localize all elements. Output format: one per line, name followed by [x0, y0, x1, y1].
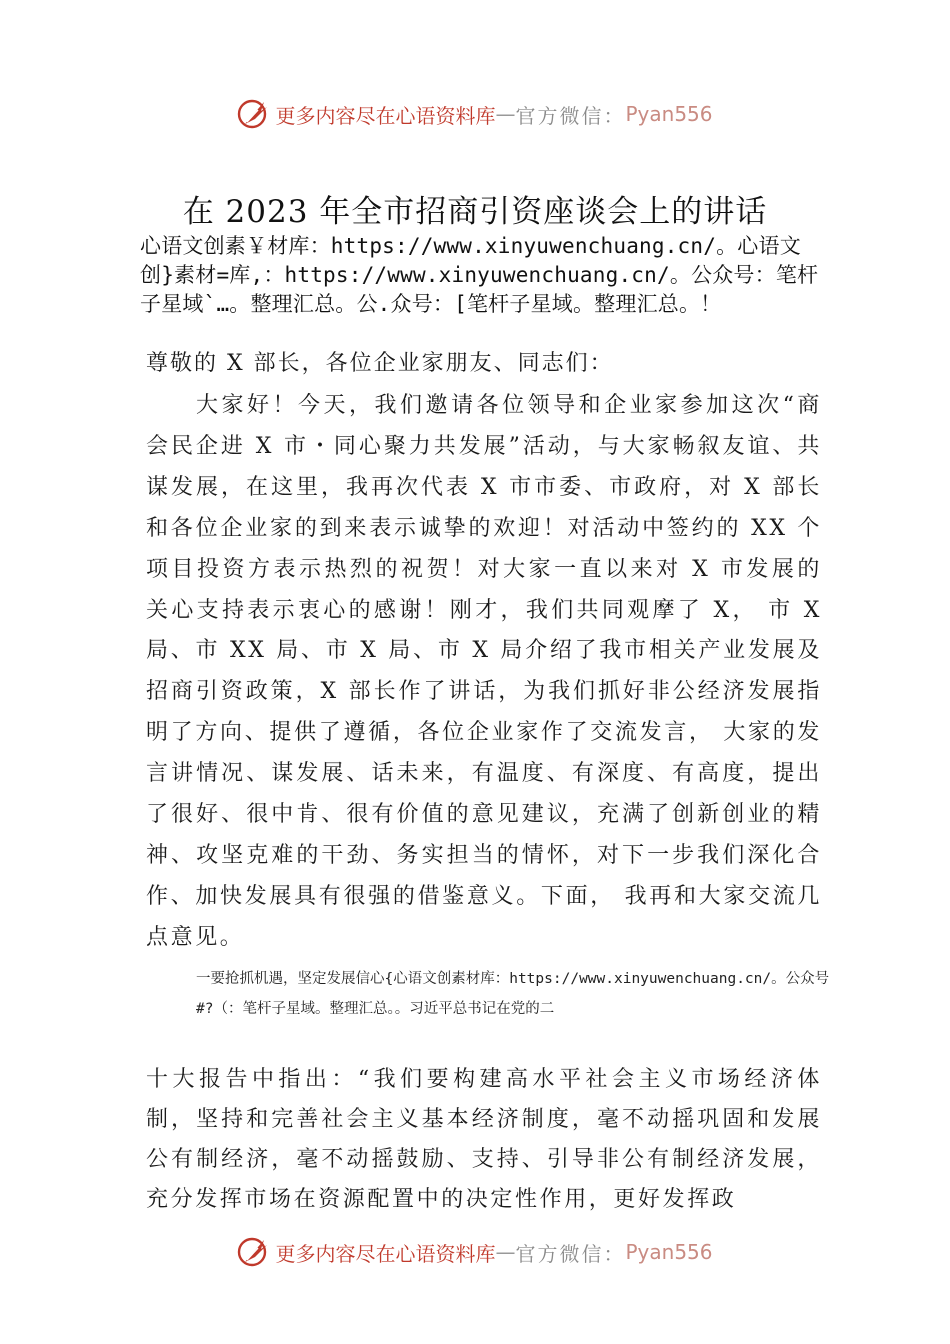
section-heading-paragraph: 一要抢抓机遇，坚定发展信心{心语文创素材库：https://www.xinyuwenchuang.cn/。公众号#?（：笔杆子星域。整理汇总。。习近平总书记在党的二	[196, 971, 830, 1017]
banner-main-text: 更多内容尽在心语资料库	[275, 103, 496, 128]
document-title: 在 2023 年全市招商引资座谈会上的讲话	[182, 194, 768, 230]
quill-logo-icon	[237, 97, 271, 131]
banner-wechat-handle: Pyan556	[625, 1240, 713, 1264]
banner-dash: —	[495, 102, 516, 126]
footer-banner	[0, 1232, 950, 1272]
banner-wechat-handle: Pyan556	[625, 102, 713, 126]
header-banner	[0, 94, 950, 134]
banner-wechat-label: 官方微信：	[515, 103, 626, 128]
banner-wechat-label: 官方微信：	[515, 1241, 626, 1266]
quill-logo-icon	[237, 1235, 271, 1269]
greeting-line: 尊敬的 X 部长，各位企业家朋友、同志们：	[146, 351, 614, 376]
banner-dash: —	[495, 1240, 516, 1264]
source-watermark-text: 心语文创素￥材库：https://www.xinyuwenchuang.cn/。心语文创}素材=库,：https://www.xinyuwenchuang.cn/。公众号：笔杆子星域`…。整理汇总。公.众号：[笔杆子星域。整理汇总。！	[140, 234, 819, 316]
body-paragraph-1: 大家好！今天，我们邀请各位领导和企业家参加这次“商会民企进 X 市・同心聚力共发展”活动，与大家畅叙友谊、共谋发展，在这里，我再次代表 X 市市委、市政府，对 X 部长和各位企业家的到来表示诚挚的欢迎！对活动中签约的 XX 个项目投资方表示热烈的祝贺！对大家一直以来对 X 市发展的关心支持表示衷心的感谢！刚才，我们共同观摩了 X， 市 X 局、市 XX 局、市 X 局、市 X 局介绍了我市相关产业发展及招商引资政策，X 部长作了讲话，为我们抓好非公经济发展指明了方向、提供了遵循，各位企业家作了交流发言， 大家的发言讲情况、谋发展、话未来，有温度、有深度、有高度，提出了很好、很中肯、很有价值的意见建议，充满了创新创业的精神、攻坚克难的干劲、务实担当的情怀，对下一步我们深化合作、加快发展具有很强的借鉴意义。下面， 我再和大家交流几点意见。	[146, 393, 822, 950]
body-paragraph-2: 十大报告中指出：“我们要构建高水平社会主义市场经济体制，坚持和完善社会主义基本经济制度，毫不动摇巩固和发展公有制经济，毫不动摇鼓励、支持、引导非公有制经济发展，充分发挥市场在资源配置中的决定性作用，更好发挥政	[146, 1067, 822, 1212]
banner-main-text: 更多内容尽在心语资料库	[275, 1241, 496, 1266]
